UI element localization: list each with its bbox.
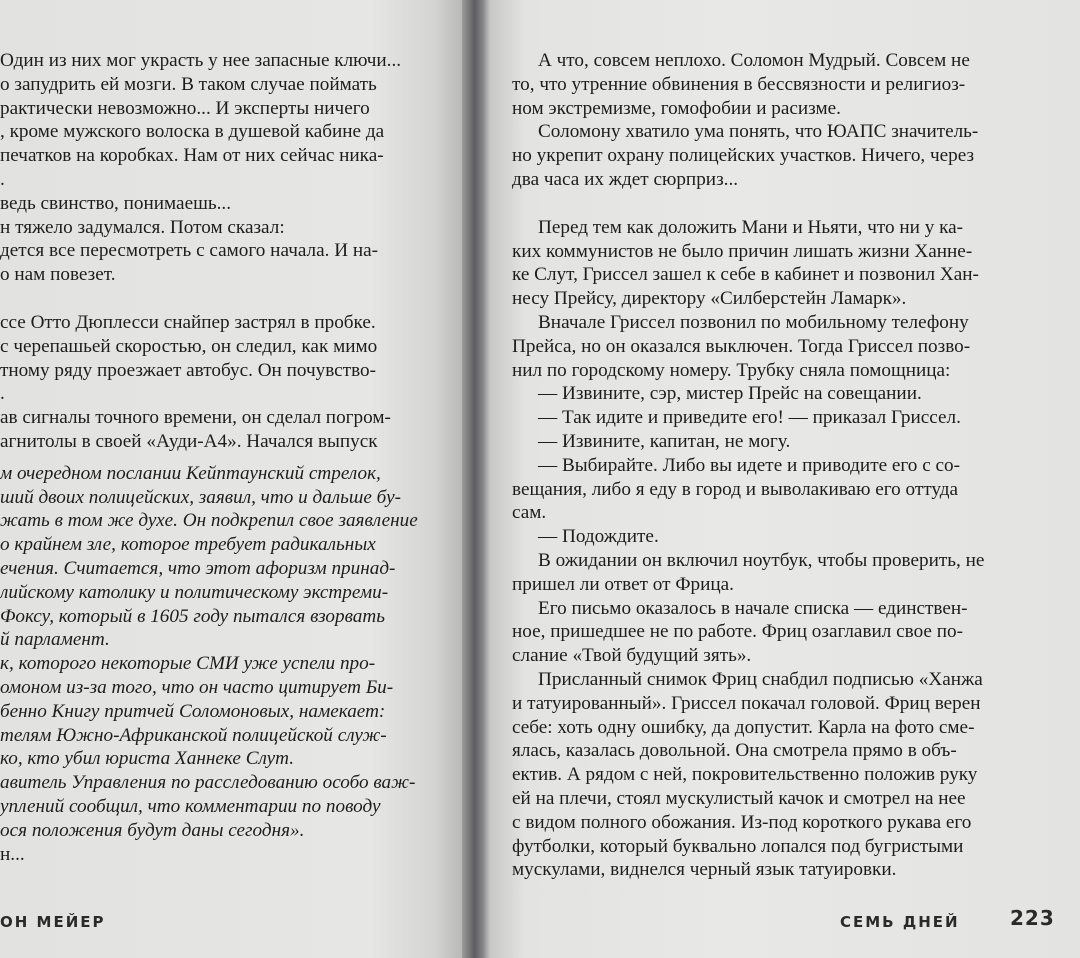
- text-line: В ожидании он включил ноутбук, чтобы проверить, не: [538, 549, 985, 571]
- text-line: о запудрить ей мозги. В таком случае поймать: [0, 73, 377, 95]
- text-line: и татуированный». Гриссел покачал головой. Фриц верен: [512, 692, 981, 714]
- text-line: ведь свинство, понимаешь...: [0, 192, 232, 214]
- section-break: [0, 454, 458, 462]
- text-line: ное, пришедшее не по работе. Фриц озаглавил свое по-: [512, 621, 963, 643]
- text-line: но укрепит охрану полицейских участков. Ничего, через: [512, 145, 975, 167]
- text-line: ав сигналы точного времени, он сделал погром-: [0, 407, 391, 429]
- right-page-text: [512, 49, 1062, 882]
- text-line: ко, кто убил юриста Ханнеке Слут.: [0, 748, 295, 770]
- text-line: ялась, казалась довольной. Она смотрела прямо в объ-: [512, 740, 957, 762]
- section-break: [0, 287, 458, 311]
- text-line: — Извините, капитан, не могу.: [538, 430, 791, 452]
- text-line: омоном из-за того, что он часто цитирует Би-: [0, 676, 394, 698]
- book-gutter: [462, 0, 490, 958]
- text-line: ке Слут, Гриссел зашел к себе в кабинет и позвонил Хан-: [512, 264, 979, 286]
- text-line: ей на плечи, стоял мускулистый качок и смотрел на нее: [512, 787, 966, 809]
- text-line: ссе Отто Дюплесси снайпер застрял в пробке.: [0, 311, 376, 333]
- text-line: ких коммунистов не было причин лишать жизни Ханне-: [512, 240, 973, 262]
- text-line: м очередном послании Кейптаунский стрелок,: [0, 462, 381, 484]
- text-line: с видом полного обожания. Из-под короткого рукава его: [512, 811, 972, 833]
- text-line: футболки, который буквально лопался под бугристыми: [512, 835, 964, 857]
- text-line: Фоксу, который в 1605 году пытался взорвать: [0, 605, 385, 627]
- text-line: жать в том же духе. Он подкрепил свое заявление: [0, 510, 418, 532]
- text-line: Присланный снимок Фриц снабдил подписью «Ханжа: [538, 668, 983, 690]
- text-line: телям Южно-Африканской полицейской служ-: [0, 724, 387, 746]
- text-line: бенно Книгу притчей Соломоновых, намекает:: [0, 700, 386, 722]
- text-line: А что, совсем неплохо. Соломон Мудрый. Совсем не: [538, 50, 970, 71]
- text-line: нил по городскому номеру. Трубку сняла помощница:: [512, 359, 951, 381]
- text-line: ося положения будут даны сегодня».: [0, 819, 305, 841]
- text-line: лийскому католику и политическому экстреми-: [0, 581, 389, 603]
- left-running-footer: ОН МЕЙЕР: [0, 913, 106, 931]
- text-line: Прейса, но он оказался выключен. Тогда Гриссел позво-: [512, 335, 971, 357]
- text-line: мускулами, виднелся черный язык татуировки.: [512, 859, 897, 881]
- text-line: слание «Твой будущий зять».: [512, 645, 752, 667]
- text-line: .: [0, 383, 5, 405]
- text-line: тному ряду проезжает автобус. Он почувство-: [0, 359, 376, 381]
- text-line: , кроме мужского волоска в душевой кабине да: [0, 121, 385, 143]
- text-line: к, которого некоторые СМИ уже успели про-: [0, 653, 376, 675]
- text-line: Перед тем как доложить Мани и Ньяти, что ни у ка-: [538, 216, 964, 238]
- text-line: с черепашьей скоростью, он следил, как мимо: [0, 335, 378, 357]
- page-number: 223: [1010, 906, 1055, 930]
- text-line: о крайнем зле, которое требует радикальных: [0, 534, 376, 556]
- text-line: ший двоих полицейских, заявил, что и дальше бу-: [0, 486, 401, 508]
- text-line: агнитолы в своей «Ауди-А4». Начался выпуск: [0, 430, 378, 452]
- right-running-footer: СЕМЬ ДНЕЙ: [840, 913, 960, 931]
- text-line: дется все пересмотреть с самого начала. И на-: [0, 240, 379, 262]
- text-line: — Так идите и приведите его! — приказал Гриссел.: [538, 407, 961, 429]
- text-line: й парламент.: [0, 629, 110, 651]
- text-line: два часа их ждет сюрприз...: [512, 168, 739, 190]
- text-line: — Подождите.: [538, 526, 659, 548]
- text-line: н...: [0, 843, 25, 865]
- left-page: [0, 0, 462, 958]
- text-line: печатков на коробках. Нам от них сейчас ника-: [0, 145, 384, 167]
- text-line: рактически невозможно... И эксперты ничего: [0, 97, 370, 119]
- text-line: Один из них мог украсть у нее запасные ключи...: [0, 50, 402, 71]
- text-line: ном экстремизме, гомофобии и расизме.: [512, 97, 841, 119]
- text-line: Его письмо оказалось в начале списка — единствен-: [538, 597, 968, 619]
- text-line: ектив. А рядом с ней, покровительственно положив руку: [512, 764, 978, 786]
- text-line: н тяжело задумался. Потом сказал:: [0, 216, 285, 238]
- text-line: то, что утренние обвинения в бессвязности и религиоз-: [512, 73, 966, 95]
- text-line: сам.: [512, 502, 547, 524]
- text-line: — Выбирайте. Либо вы идете и приводите его с со-: [538, 454, 961, 476]
- right-page: [490, 0, 1080, 958]
- text-line: Вначале Гриссел позвонил по мобильному телефону: [538, 311, 969, 333]
- text-line: ечения. Считается, что этот афоризм принад-: [0, 557, 396, 579]
- text-line: пришел ли ответ от Фрица.: [512, 573, 734, 595]
- text-line: .: [0, 168, 5, 190]
- text-line: — Извините, сэр, мистер Прейс на совещании.: [538, 383, 922, 405]
- text-line: себе: хоть одну ошибку, да допустит. Карла на фото сме-: [512, 716, 975, 738]
- text-line: уплений сообщил, что комментарии по поводу: [0, 795, 381, 817]
- text-line: Соломону хватило ума понять, что ЮАПС значитель-: [538, 121, 979, 143]
- text-line: о нам повезет.: [0, 264, 116, 286]
- text-line: вещания, либо я еду в город и выволакиваю его оттуда: [512, 478, 959, 500]
- text-line: авитель Управления по расследованию особо важ-: [0, 772, 416, 794]
- section-break: [512, 192, 1062, 216]
- text-line: несу Прейсу, директору «Силберстейн Ламарк».: [512, 288, 907, 310]
- left-page-text: [0, 49, 458, 866]
